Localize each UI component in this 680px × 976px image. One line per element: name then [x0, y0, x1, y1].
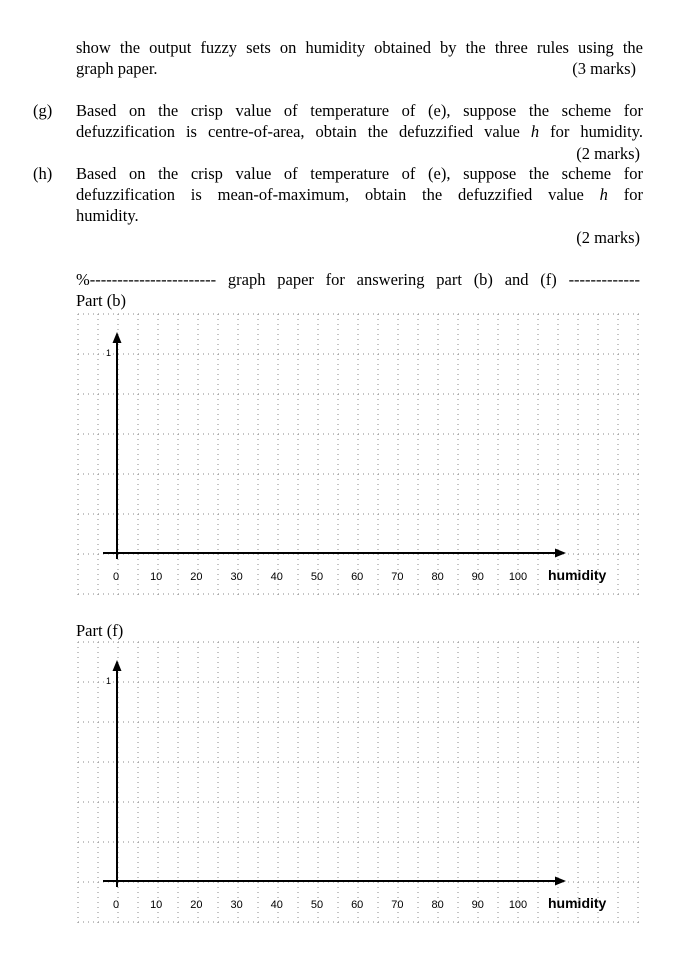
question-h-line-3: humidity.: [76, 206, 139, 225]
graph-f-svg: [0, 640, 680, 928]
x-tick-label: 40: [270, 899, 283, 911]
x-tick-label: 10: [150, 899, 163, 911]
graph-paper-f: [0, 640, 680, 928]
graph-paper-separator: %----------------------- graph paper for answering part (b) and (f) -------------: [76, 270, 640, 289]
x-tick-label: 60: [351, 899, 364, 911]
question-g-line-1: Based on the crisp value of temperature of (e), suppose the scheme for: [76, 101, 643, 120]
x-tick-label: 100: [508, 899, 528, 911]
intro-line-1: show the output fuzzy sets on humidity obtained by the three rules using the: [76, 38, 643, 57]
graph-b-svg: [0, 312, 680, 600]
x-tick-label: 80: [431, 899, 444, 911]
x-tick-label: 30: [230, 571, 243, 583]
x-tick-label: 20: [190, 571, 203, 583]
x-tick-label: 90: [471, 899, 484, 911]
question-h-line-2-text-b: for: [607, 185, 643, 204]
question-h-line-2-text-a: defuzzification is mean-of-maximum, obtain the defuzzified value: [76, 185, 600, 204]
question-g-line-2-text-a: defuzzification is centre-of-area, obtain the defuzzified value: [76, 122, 531, 141]
graph-f-y-tick-1: 1: [105, 676, 111, 686]
intro-line-2: graph paper.: [76, 59, 158, 78]
x-tick-label: 50: [310, 899, 324, 911]
graph-b-y-tick-1: 1: [105, 348, 111, 358]
graph-b-x-ticks: [113, 571, 527, 583]
x-tick-label: 100: [508, 571, 528, 583]
graph-f-y-arrowhead: [113, 660, 122, 671]
graph-b-x-axis-label: humidity: [548, 567, 607, 583]
x-tick-label: 20: [190, 899, 203, 911]
graph-f-x-ticks: [113, 899, 527, 911]
graph-f-x-axis-label: humidity: [548, 895, 607, 911]
question-h-line-2: [76, 184, 643, 205]
question-h-label: (h): [33, 164, 53, 183]
question-g-line-2-text-b: for humidity.: [539, 122, 643, 141]
x-tick-label: 60: [351, 571, 364, 583]
graph-b-x-arrowhead: [555, 549, 566, 558]
x-tick-label: 90: [471, 571, 484, 583]
x-tick-label: 50: [310, 571, 324, 583]
question-g-label: (g): [33, 101, 53, 120]
x-tick-label: 0: [112, 571, 120, 583]
x-tick-label: 70: [391, 571, 404, 583]
graph-paper-b: [0, 312, 680, 600]
question-h-marks: (2 marks): [576, 228, 640, 247]
graph-f-title: Part (f): [76, 621, 124, 640]
x-tick-label: 70: [391, 899, 404, 911]
question-h-line-1: Based on the crisp value of temperature of (e), suppose the scheme for: [76, 164, 643, 183]
x-tick-label: 10: [150, 571, 163, 583]
question-g-variable-h: h: [530, 122, 540, 141]
question-g-line-2: [76, 121, 643, 142]
question-g-marks: (2 marks): [576, 144, 640, 163]
intro-marks: (3 marks): [572, 59, 636, 78]
x-tick-label: 40: [270, 571, 283, 583]
x-tick-label: 80: [431, 571, 444, 583]
question-h-variable-h: h: [599, 185, 608, 204]
graph-b-y-arrowhead: [113, 332, 122, 343]
x-tick-label: 30: [230, 899, 243, 911]
graph-f-x-arrowhead: [555, 877, 566, 886]
x-tick-label: 0: [112, 899, 120, 911]
graph-b-title: Part (b): [76, 291, 126, 310]
